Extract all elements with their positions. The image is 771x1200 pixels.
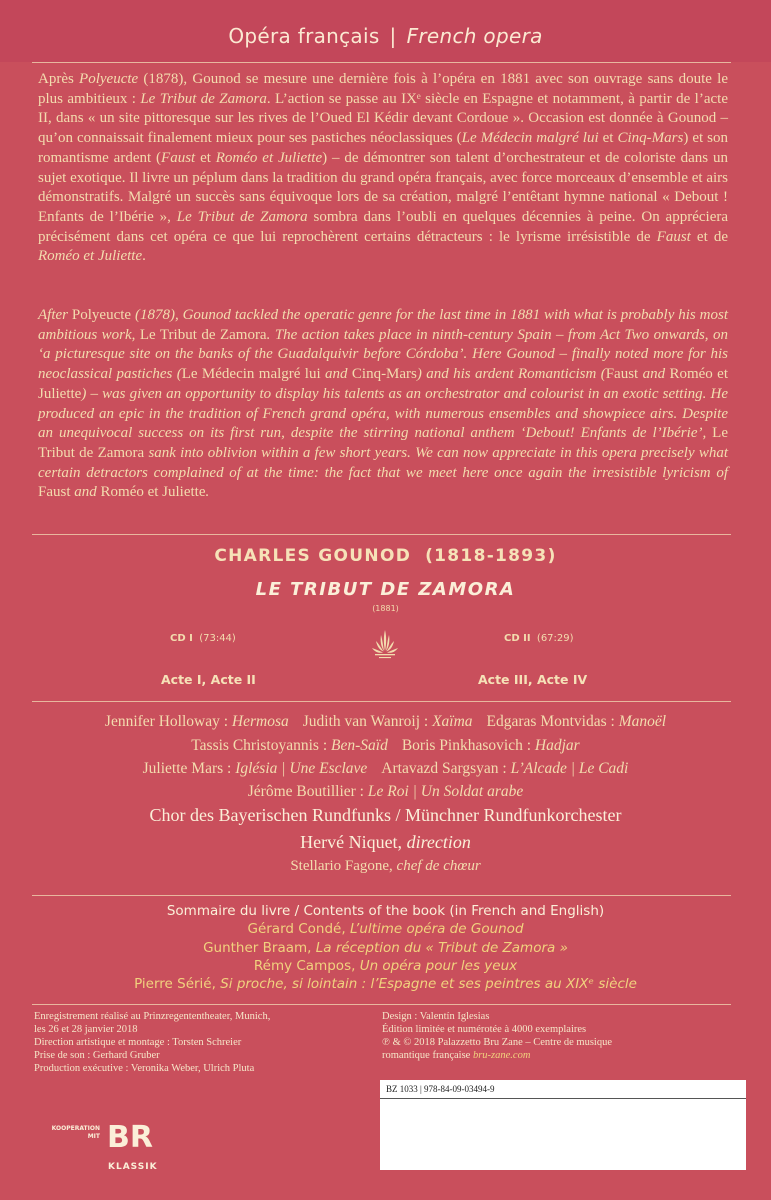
cd2-acts: Acte III, Acte IV [478,672,588,687]
divider-top [32,62,731,63]
publisher-credits: Design : Valentín Iglesias Édition limitée et numérotée à 4000 exemplaires ℗ & © 2018 Palazzetto Bru Zane – Centre de musique romantique française bru-zane.com [382,1011,612,1061]
header-title-en: French opera [406,24,543,48]
french-description: Après Polyeucte (1878), Gounod se mesure une dernière fois à l’opéra en 1881 avec son ouvrage sans doute le plus ambitieux : Le Tribut de Zamora. L’action se passe au IXᵉ siècle en Espagne et notamment, à partir de l’acte II, dans « un site pittoresque sur les rives de l’Oued El Kédir devant Cordoue ». Occasion est donnée à Gounod – qu’on connaissait finalement mieux pour ses pastiches néoclassiques (Le Médecin malgré lui et Cinq-Mars) et son romantisme ardent (Faust et Roméo et Juliette) – de démontrer son talent d’orchestrateur et de coloriste dans un sujet exotique. Il livre un péplum dans la tradition du grand opéra français, avec force morceaux d’ensemble et airs démonstratifs. Malgré un succès sans équivoque lors de sa création, malgré l’entêtant hymne national « Debout ! Enfants de l’Ibérie », Le Tribut de Zamora sombra dans l’oubli en quelques décennies à peine. On appréciera précisément dans cet opéra ce que lui reprochèrent certains détracteurs : le lyrisme irrésistible de Faust et de Roméo et Juliette. [38,71,729,265]
header-separator: | [389,24,397,48]
cooperation-label: KOOPERATION MIT [51,1125,100,1140]
website-link[interactable]: bru-zane.com [472,1050,531,1061]
contents-item: Rémy Campos, Un opéra pour les yeux [253,958,518,974]
catalog-isbn: BZ 1033 | 978-84-09-03494-9 [386,1084,495,1094]
opera-year: (1881) [372,604,399,613]
opera-title: LE TRIBUT DE ZAMORA [255,579,516,600]
cd1-label: CD I (73:44) [170,633,236,644]
header-title [0,24,771,48]
contents-title: Sommaire du livre / Contents of the book (in French and English) [166,903,605,919]
barcode-divider [380,1098,746,1099]
klassik-label: KLASSIK [108,1162,158,1172]
chorus-master: Stellario Fagone, chef de chœur [290,858,481,874]
divider-cast [32,701,731,702]
barcode-panel [380,1080,746,1170]
recording-credits: Enregistrement réalisé au Prinzregententheater, Munich, les 26 et 28 janvier 2018 Direction artistique et montage : Torsten Schreier Prise de son : Gerhard Gruber Production exécutive : Veronika Weber, Ulrich Pluta [34,1011,271,1074]
br-klassik-logo-icon [107,1116,153,1156]
header-title-fr: Opéra français [228,24,380,48]
cast-line: Jérôme Boutillier : Le Roi | Un Soldat arabe [247,783,524,800]
composer-years: (1818-1893) [425,546,557,566]
conductor: Hervé Niquet, direction [300,832,471,852]
divider-bottom [32,1004,731,1005]
cast-line: Jennifer Holloway : Hermosa Judith van Wanroij : Xaïma Edgaras Montvidas : Manoël [104,713,667,730]
svg-text:BR: BR [107,1120,153,1155]
ornament-icon [368,627,402,661]
divider-contents [32,895,731,896]
cast-line: Tassis Christoyannis : Ben-Saïd Boris Pinkhasovich : Hadjar [191,737,580,754]
composer-name: CHARLES GOUNOD [214,546,412,566]
cd1-acts: Acte I, Acte II [161,672,256,687]
choir-orchestra: Chor des Bayerischen Rundfunks / Münchner Rundfunkorchester [149,805,622,825]
english-description: After Polyeucte (1878), Gounod tackled the operatic genre for the last time in 1881 with what is probably his most ambitious work, Le Tribut de Zamora. The action takes place in ninth-century Spain – from Act Two onwards, on ‘a picturesque site on the banks of the Guadalquivir before Córdoba’. Here Gounod – finally noted more for his neoclassical pastiches (Le Médecin malgré lui and Cinq-Mars) and his ardent Romanticism (Faust and Roméo et Juliette) – was given an opportunity to display his talents as an orchestrator and colourist in an exotic setting. He produced an epic in the tradition of French grand opéra, with numerous ensembles and showpiece airs. Despite an unequivocal success on its first run, despite the stirring national anthem ‘Debout! Enfants de l’Ibérie’, Le Tribut de Zamora sank into oblivion within a few short years. We can now appreciate in this opera precisely what certain detractors complained of at the time: the fact that we meet here once again the irresistible lyricism of Faust and Roméo et Juliette. [38,307,729,501]
divider-middle [32,534,731,535]
contents-item: Pierre Sérié, Si proche, si lointain : l’Espagne et ses peintres au XIXᵉ siècle [134,976,637,992]
composer-heading [0,546,771,566]
cd2-label: CD II (67:29) [504,633,574,644]
contents-item: Gunther Braam, La réception du « Tribut de Zamora » [203,940,568,956]
cast-line: Juliette Mars : Iglésia | Une Esclave Artavazd Sargsyan : L’Alcade | Le Cadi [142,760,629,777]
contents-item: Gérard Condé, L’ultime opéra de Gounod [247,921,524,937]
